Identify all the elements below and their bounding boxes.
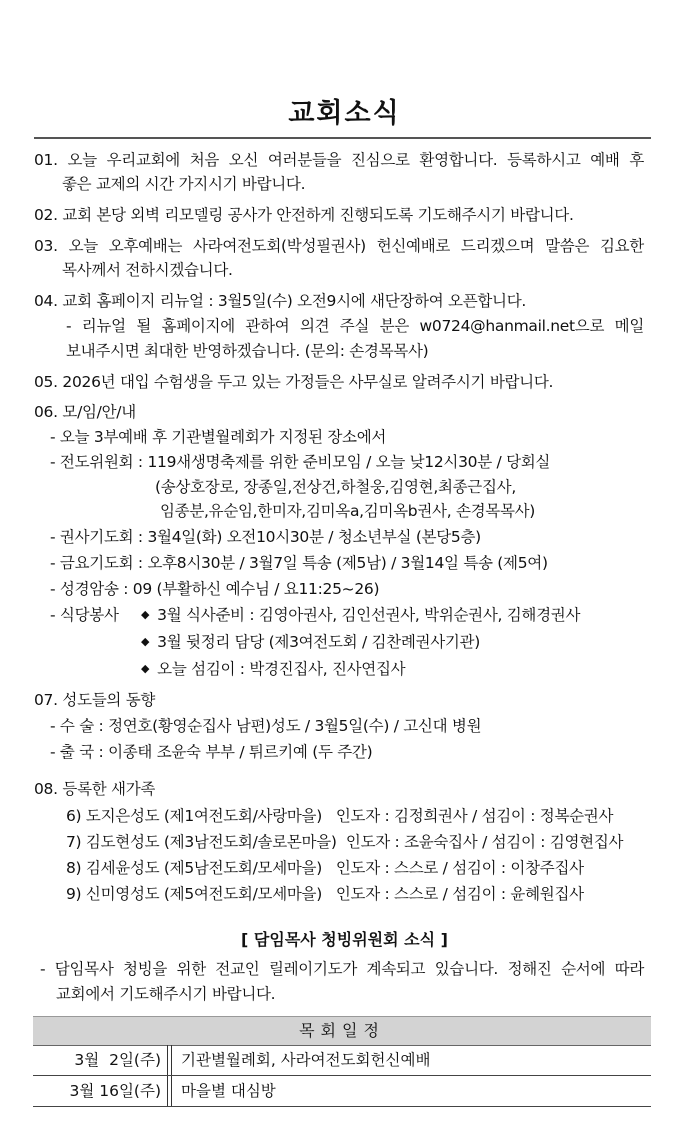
item-06-scripture-memory: - 성경암송 : 09 (부활하신 예수님 / 요11:25~26): [50, 580, 380, 598]
schedule-date: 3월 16일(주): [69, 1082, 161, 1100]
item-06-kitchen-cleanup: ◆ 3월 뒷정리 담당 (제3여전도회 / 김찬례권사기관): [141, 633, 480, 651]
item-01-line-1: 01. 오늘 우리교회에 처음 오신 여러분들을 진심으로 환영합니다. 등록하시고 예배 후: [34, 151, 644, 169]
schedule-event: 마을별 대심방: [181, 1082, 276, 1100]
item-04-line-3: 보내주시면 최대한 반영하겠습니다. (문의: 손경목목사): [66, 342, 429, 360]
page-title: 교회소식: [288, 98, 401, 129]
new-member-6: 6) 도지은성도 (제1여전도회/사랑마을) 인도자 : 김정희권사 / 섬김이 : 정복순권사: [66, 807, 614, 825]
item-01-line-2: 좋은 교제의 시간 가지시기 바랍니다.: [62, 175, 306, 193]
item-02-line-1: 02. 교회 본당 외벽 리모델링 공사가 안전하게 진행되도록 기도해주시기 바랍니다.: [34, 206, 574, 224]
item-07-departure: - 출 국 : 이종태 조윤숙 부부 / 튀르키예 (두 주간): [50, 743, 373, 761]
item-06-monthly-meeting: - 오늘 3부예배 후 기관별월례회가 지정된 장소에서: [50, 428, 387, 446]
item-06-friday-prayer: - 금요기도회 : 오후8시30분 / 3월7일 특송 (제5남) / 3월14일 특송 (제5여): [50, 554, 548, 572]
new-member-9: 9) 신미영성도 (제5여전도회/모세마을) 인도자 : 스스로 / 섬김이 : 윤혜원집사: [66, 885, 584, 903]
diamond-bullet-icon: ◆: [141, 635, 150, 648]
committee-line-1: - 담임목사 청빙을 위한 전교인 릴레이기도가 계속되고 있습니다. 정해진 순서에 따라: [40, 960, 644, 978]
schedule-divider: [167, 1045, 172, 1075]
new-member-7: 7) 김도현성도 (제3남전도회/솔로몬마을) 인도자 : 조윤숙집사 / 섬김이 : 김영현집사: [66, 833, 624, 851]
item-08-heading: 08. 등록한 새가족: [34, 780, 156, 798]
committee-heading: [ 담임목사 청빙위원회 소식 ]: [241, 930, 448, 949]
diamond-bullet-icon: ◆: [141, 662, 150, 675]
item-06-kitchen-prep: ◆ 3월 식사준비 : 김영아권사, 김인선권사, 박위순권사, 김해경권사: [141, 606, 581, 624]
schedule-date: 3월 2일(주): [74, 1051, 161, 1069]
item-07-surgery: - 수 술 : 정연호(황영순집사 남편)성도 / 3월5일(수) / 고신대 병원: [50, 717, 482, 735]
item-07-heading: 07. 성도들의 동향: [34, 691, 156, 709]
item-04-line-2: - 리뉴얼 될 홈페이지에 관하여 의견 주실 분은 w0724@hanmail.net으로 메일: [66, 317, 644, 335]
item-04-line-1: 04. 교회 홈페이지 리뉴얼 : 3월5일(수) 오전9시에 새단장하여 오픈합니다.: [34, 292, 527, 310]
item-05-line-1: 05. 2026년 대입 수험생을 두고 있는 가정들은 사무실로 알려주시기 바랍니다.: [34, 373, 554, 391]
diamond-bullet-icon: ◆: [141, 608, 150, 621]
schedule-row: [33, 1076, 651, 1107]
title-divider: [34, 137, 651, 139]
item-06-committee-members-2: 임종분,유순임,한미자,김미옥a,김미옥b권사, 손경목목사): [160, 502, 536, 520]
schedule-heading: 목회일정: [33, 1016, 651, 1046]
item-06-deaconess-prayer: - 권사기도회 : 3월4일(화) 오전10시30분 / 청소년부실 (본당5층): [50, 528, 481, 546]
item-06-heading: 06. 모/임/안/내: [34, 403, 136, 421]
item-06-evangelism-committee: - 전도위원회 : 119새생명축제를 위한 준비모임 / 오늘 낮12시30분 / 당회실: [50, 453, 551, 471]
new-member-8: 8) 김세윤성도 (제5남전도회/모세마을) 인도자 : 스스로 / 섬김이 : 이창주집사: [66, 859, 584, 877]
item-03-line-2: 목사께서 전하시겠습니다.: [62, 261, 233, 279]
item-06-committee-members-1: (송상호장로, 장종일,전상건,하철웅,김영현,최종근집사,: [155, 478, 516, 496]
item-06-kitchen-service-label: - 식당봉사: [50, 606, 119, 624]
schedule-event: 기관별월례회, 사라여전도회헌신예배: [181, 1051, 431, 1069]
schedule-row: [33, 1045, 651, 1076]
item-06-servers-today: ◆ 오늘 섬김이 : 박경진집사, 진사연집사: [141, 660, 406, 678]
schedule-divider: [167, 1076, 172, 1106]
committee-line-2: 교회에서 기도해주시기 바랍니다.: [56, 985, 276, 1003]
item-03-line-1: 03. 오늘 오후예배는 사라여전도회(박성필권사) 헌신예배로 드리겠으며 말씀은 김요한: [34, 237, 644, 255]
